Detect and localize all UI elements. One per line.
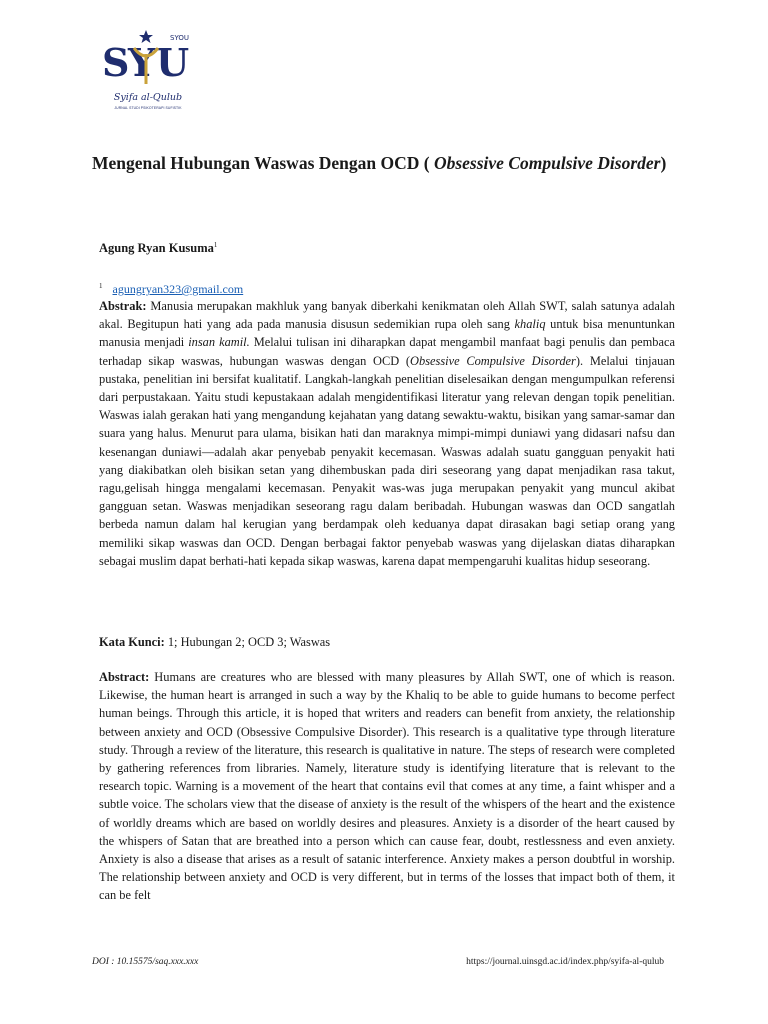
logo-letter-u: U xyxy=(156,40,190,85)
keywords-paragraph xyxy=(99,633,675,651)
abstrak-text-c: Melalui tulisan ini diharapkan dapat mengambil manfaat bagi penulis dan pembaca terhadap sikap waswas, hubungan waswas dengan OCD ( xyxy=(99,335,675,368)
abstrak-insan: insan kamil. xyxy=(188,335,250,350)
keywords-text: 1; Hubungan 2; OCD 3; Waswas xyxy=(164,635,331,649)
affiliation-marker: 1 xyxy=(99,282,103,290)
abstrak-paragraph xyxy=(99,297,675,570)
footer-doi: DOI : 10.15575/saq.xxx.xxx xyxy=(92,957,199,967)
logo-letter-y: Y xyxy=(128,40,156,85)
logo-tag: SYOU xyxy=(170,34,189,42)
abstrak-ocd: Obsessive Compulsive Disorder xyxy=(410,353,576,368)
keywords-label: Kata Kunci: xyxy=(99,635,165,649)
abstrak-text-d: ). Melalui tinjauan pustaka, penelitian ini bersifat kualitatif. Langkah-langkah penelitian diselesaikan dengan mengumpulkan referensi dari perpustakaan. Yaitu studi kepustakaan adalah mengidentifikasi literatur yang relevan dengan topik penelitian. Waswas ialah gerakan hati yang mengandung kejahatan yang datang sewaktu-waktu, bisikan yang samar-samar dan suara yang halus. Menurut para ulama, bisikan hati dan maraknya mimpi-mimpi duniawi yang didasari nafsu dan kesenangan duniawi—adalah akar penyebab penyakit kecemasan. Waswas adalah suatu gangguan penyakit hati yang diakibatkan oleh bisikan setan yang dihembuskan pada diri seseorang yang dapat menjadikan rasa takut, ragu,gelisah hingga mengalami kecemasan. Penyakit was-was juga merupakan penyakit yang muncul akibat gangguan setan. Waswas menjadikan seseorang ragu dalam beribadah. Hubungan waswas dan OCD sangatlah berbeda namun dalam hal kerugian yang berdampak oleh keduanya dapat dirasakan bagi setiap orang yang memiliki sikap waswas dan OCD. Dengan berbagai faktor penyebab waswas yang dijelaskan diatas diharapkan sebagai muslim dapat berhati-hati kepada sikap waswas, karena dapat mempengaruhi kualitas hidup seseorang. xyxy=(99,353,675,568)
abstrak-label: Abstrak: xyxy=(99,299,147,313)
abstract-paragraph xyxy=(99,668,675,905)
logo-caption: Syifa al-Qulub xyxy=(113,92,183,103)
abstract-text: Humans are creatures who are blessed with many pleasures by Allah SWT, one of which is reason. Likewise, the human heart is arranged in such a way by the Khaliq to be able to guide humans to become perfect human beings. Through this article, it is hoped that writers and readers can benefit from anxiety, the relationship between anxiety and OCD (Obsessive Compulsive Disorder). This research is a qualitative type through literature study. Through a review of the literature, this research is qualitative in nature. The steps of research were completed by gathering references from libraries. Namely, literature study is identifying literature that is relevant to the research topic. Warning is a movement of the heart that contains evil that comes at any time, a faint whisper and a subtle voice. The scholars view that the disease of anxiety is the result of the whispers of the heart and the existence of worldly dreams which are based on worldly desires and pleasures. Anxiety is a disorder of the heart caused by the whispers of Satan that are breathed into a person which can cause fear, doubt, restlessness and even anxiety. Anxiety is also a disease that arises as a result of satanic interference. Anxiety makes a person doubtful in worship. The relationship between anxiety and OCD is very different, but in terms of the losses that impact both of them, it can be felt xyxy=(99,670,675,903)
abstrak-khaliq: khaliq xyxy=(514,317,546,332)
author-name: Agung Ryan Kusuma xyxy=(99,241,214,256)
author-line xyxy=(99,241,217,256)
author-email-link[interactable]: agungryan323@gmail.com xyxy=(112,282,244,296)
abstrak-text-a: Manusia merupakan makhluk yang banyak diberkahi kenikmatan oleh Allah SWT, salah satunya adalah akal. Begitupun hati yang ada pada manusia disusun sedemikian rupa oleh sang xyxy=(99,299,675,332)
journal-logo xyxy=(92,26,204,118)
affiliation-line xyxy=(99,282,243,297)
syu-logo-mark xyxy=(92,26,204,92)
author-marker: 1 xyxy=(213,241,218,249)
logo-subcaption: JURNAL STUDI PSIKOTERAPI SUFISTIK xyxy=(114,106,182,110)
title-end: ) xyxy=(660,153,667,173)
abstract-label: Abstract: xyxy=(99,670,150,684)
paper-title xyxy=(92,144,676,182)
abstrak-text-b: untuk bisa menuntunkan manusia menjadi xyxy=(99,317,675,350)
footer-url-link[interactable]: https://journal.uinsgd.ac.id/index.php/syifa-al-qulub xyxy=(466,957,664,967)
logo-letter-s: S xyxy=(102,40,130,85)
title-text: Mengenal Hubungan Waswas Dengan OCD ( xyxy=(92,153,434,173)
title-italic: Obsessive Compulsive Disorder xyxy=(433,153,661,173)
